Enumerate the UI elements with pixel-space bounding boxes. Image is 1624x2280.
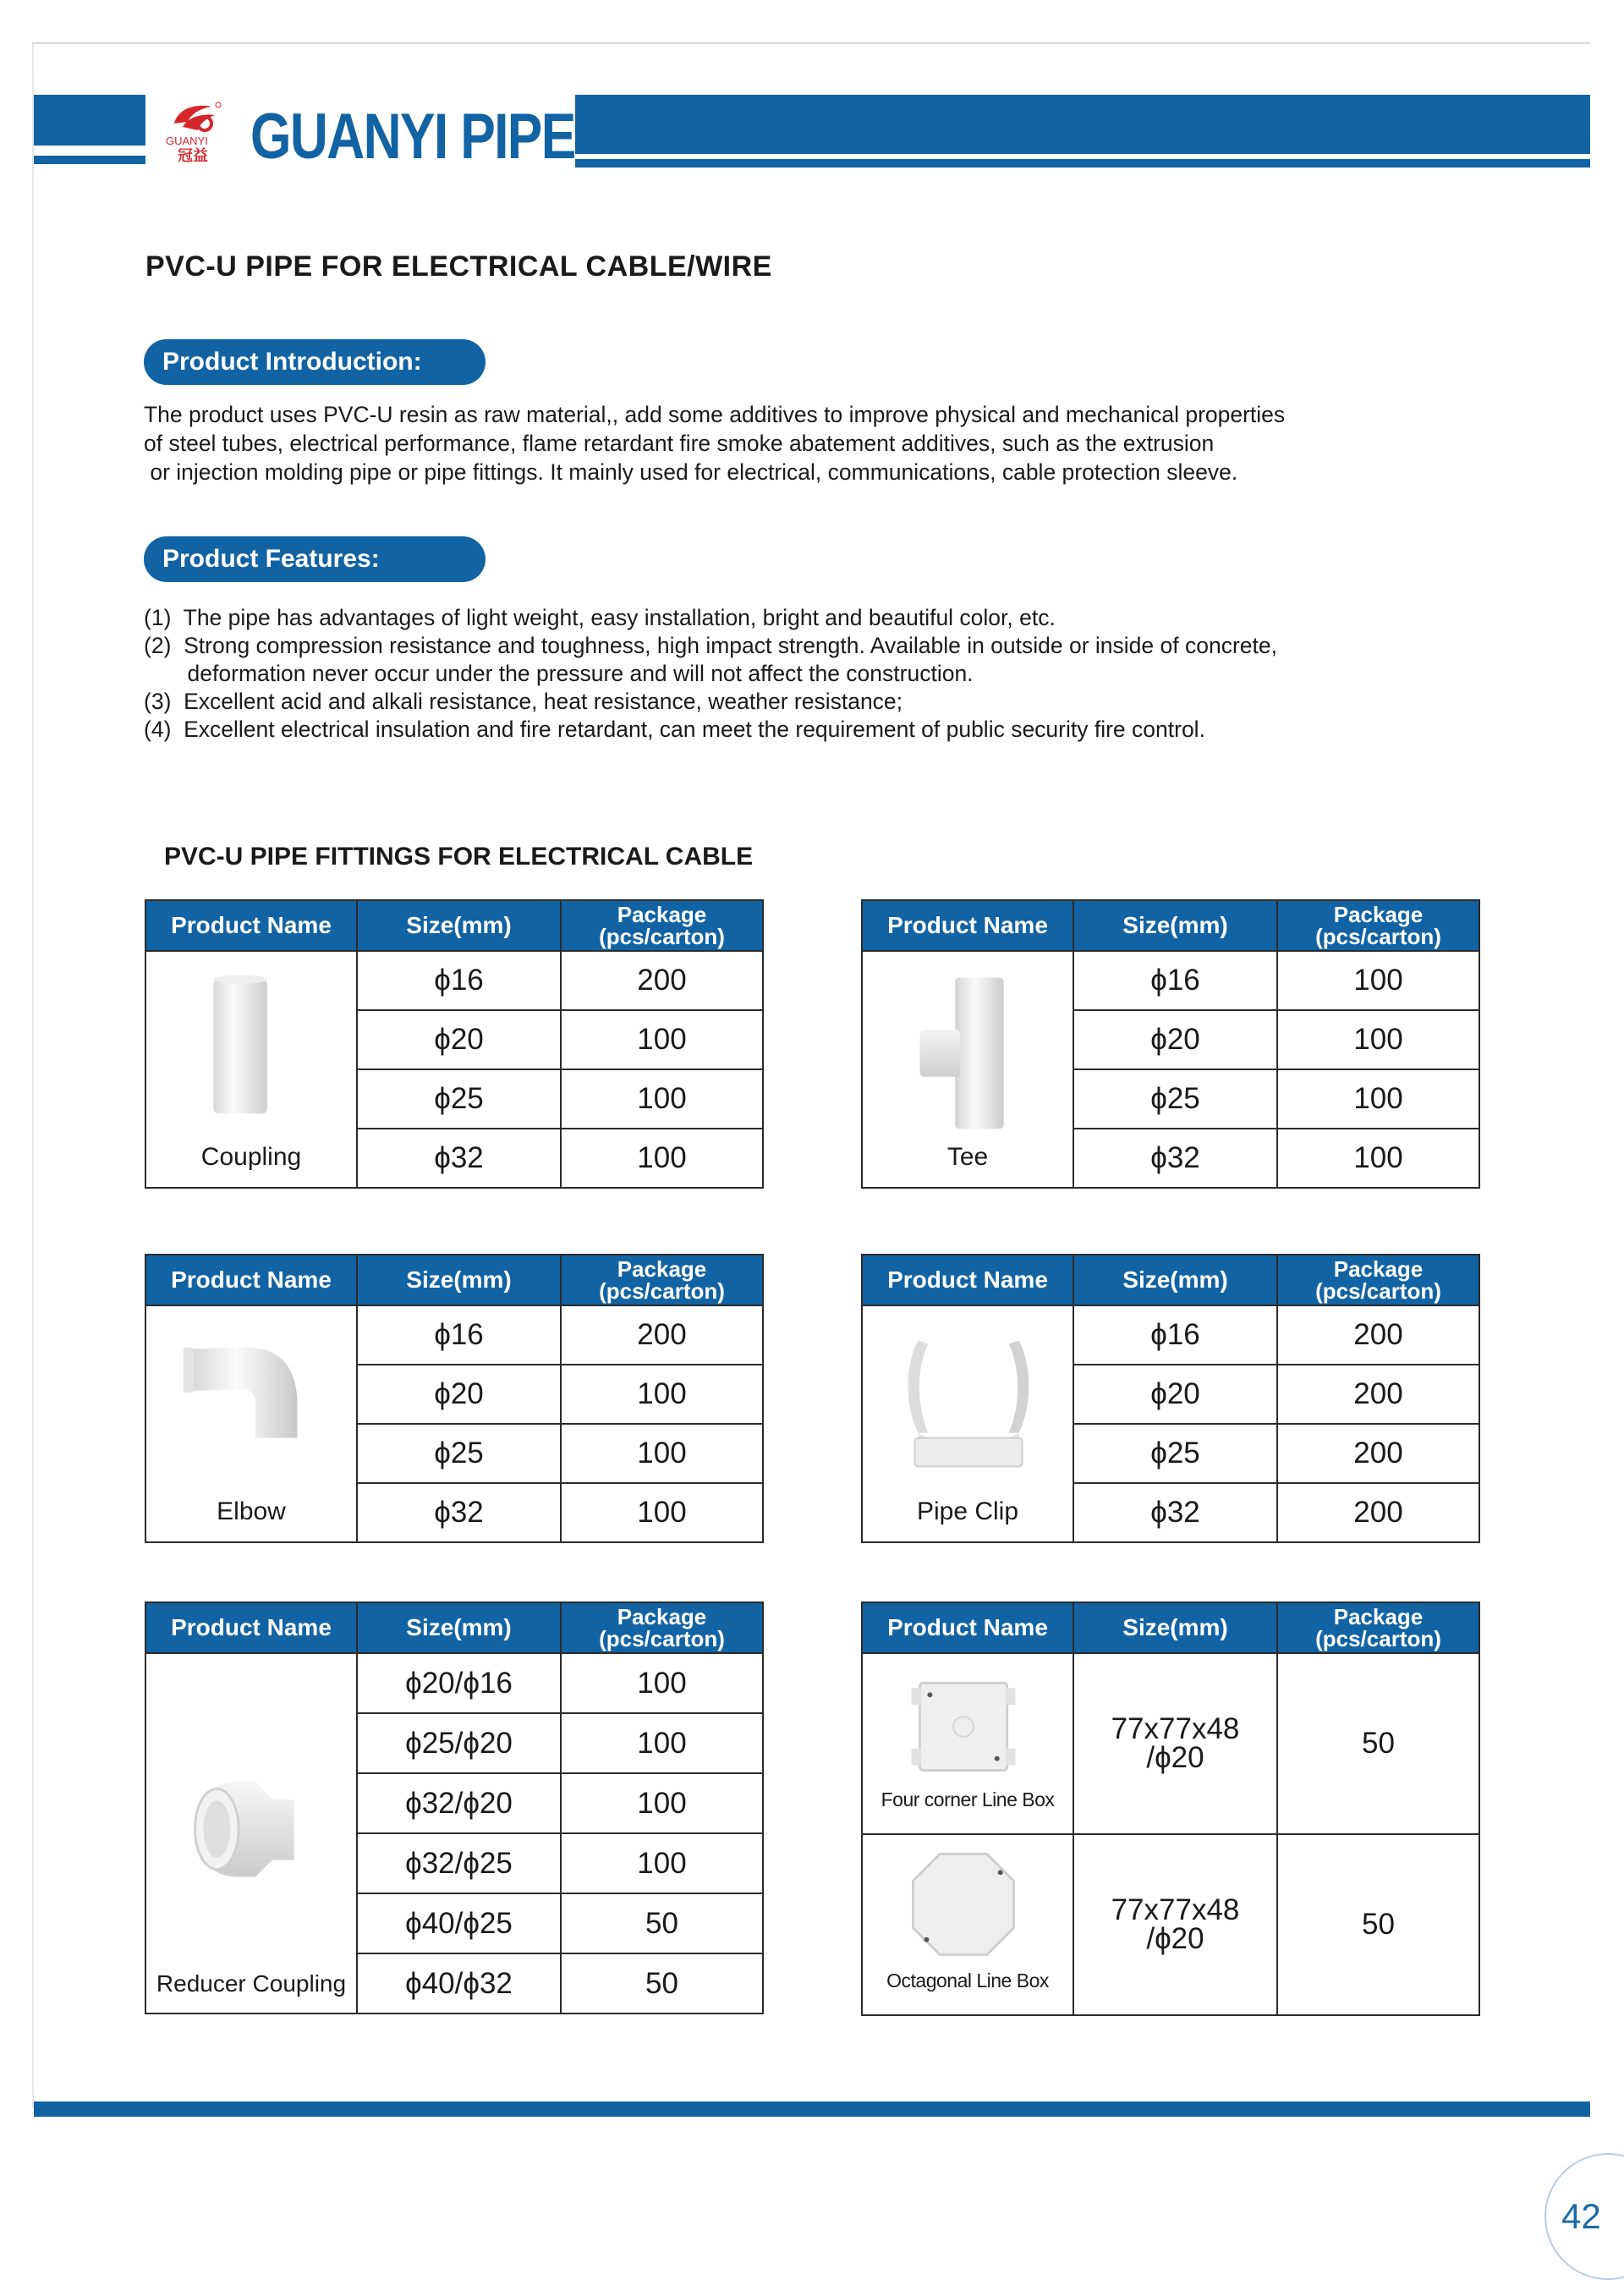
package-cell: 200: [1277, 1305, 1479, 1365]
package-cell: 100: [561, 1833, 763, 1893]
package-cell: 100: [561, 1365, 763, 1424]
size-cell: ϕ32/ϕ20: [357, 1773, 561, 1833]
header-package: Package (pcs/carton): [1277, 900, 1479, 951]
top-rule: [32, 42, 1590, 44]
size-cell: ϕ20: [357, 1365, 561, 1424]
package-cell: 100: [561, 1129, 763, 1188]
package-cell: 200: [561, 1305, 763, 1365]
product-name: Tee: [946, 1143, 989, 1171]
size-cell: ϕ32: [357, 1483, 561, 1542]
introduction-heading: Product Introduction:: [144, 339, 486, 385]
pipe-clip-table: [861, 1254, 1480, 1543]
package-cell: 50: [1277, 1834, 1479, 2015]
size-cell: ϕ25: [357, 1069, 561, 1129]
footer-bar: [34, 2101, 1590, 2117]
package-cell: 100: [561, 1069, 763, 1129]
header-bar-left: [34, 95, 145, 146]
product-name: Octagonal Line Box: [886, 1970, 1049, 1992]
size-cell: ϕ25: [1073, 1424, 1277, 1483]
size-cell: ϕ40/ϕ25: [357, 1893, 561, 1953]
package-cell: 100: [561, 1773, 763, 1833]
octagonal-box-product-cell: [862, 1834, 1073, 2015]
package-cell: 100: [561, 1713, 763, 1773]
package-cell: 100: [561, 1653, 763, 1713]
coupling-image: [146, 952, 356, 1121]
introduction-line: or injection molding pipe or pipe fittings. It mainly used for electrical, communications, cable protection sleeve.: [144, 459, 1238, 485]
header-size: Size(mm): [357, 1602, 561, 1653]
size-cell: 77x77x48 /ϕ20: [1073, 1834, 1277, 2015]
introduction-line: The product uses PVC-U resin as raw material,, add some additives to improve physical and mechanical properties: [144, 402, 1286, 427]
size-cell: ϕ20: [1073, 1010, 1277, 1069]
header-bar-left-stripe: [34, 156, 145, 164]
tee-image: [863, 952, 1073, 1138]
reducer-table: [145, 1601, 764, 2014]
package-cell: 50: [561, 1953, 763, 2014]
header-product-name: Product Name: [862, 1255, 1073, 1305]
tee-table: [861, 899, 1480, 1189]
header-size: Size(mm): [1073, 900, 1277, 951]
size-cell: ϕ25/ϕ20: [357, 1713, 561, 1773]
package-cell: 100: [1277, 1129, 1479, 1188]
brand-logo: [162, 98, 240, 166]
header-bar-right: [575, 95, 1590, 154]
header-size: Size(mm): [357, 900, 561, 951]
header-product-name: Product Name: [862, 1602, 1073, 1653]
header-package: Package (pcs/carton): [561, 1602, 763, 1653]
product-name: Four corner Line Box: [881, 1788, 1055, 1810]
header-product-name: Product Name: [145, 1255, 357, 1305]
product-name: Reducer Coupling: [156, 1970, 347, 1997]
header-package: Package (pcs/carton): [561, 900, 763, 951]
logo-small-text: GUANYI: [166, 135, 208, 147]
size-cell: ϕ40/ϕ32: [357, 1953, 561, 2014]
feature-line: (3) Excellent acid and alkali resistance, heat resistance, weather resistance;: [144, 689, 903, 714]
size-cell: ϕ32: [1073, 1129, 1277, 1188]
four-corner-box-image: [863, 1654, 1073, 1798]
package-cell: 100: [1277, 951, 1479, 1010]
elbow-table: [145, 1254, 764, 1543]
feature-line: (2) Strong compression resistance and toughness, high impact strength. Available in outside or inside of concrete,: [144, 633, 1277, 658]
header-product-name: Product Name: [145, 1602, 357, 1653]
feature-line: (4) Excellent electrical insulation and fire retardant, can meet the requirement of public security fire control.: [144, 717, 1205, 742]
package-cell: 200: [561, 951, 763, 1010]
size-cell: ϕ16: [1073, 1305, 1277, 1365]
feature-line: (1) The pipe has advantages of light weight, easy installation, bright and beautiful color, etc.: [144, 605, 1056, 630]
size-cell: ϕ20: [1073, 1365, 1277, 1424]
feature-line: deformation never occur under the pressure and will not affect the construction.: [144, 661, 974, 686]
size-cell: ϕ25: [357, 1424, 561, 1483]
product-name: Coupling: [200, 1143, 302, 1171]
line-box-table: [861, 1601, 1480, 2016]
header-package: Package (pcs/carton): [1277, 1255, 1479, 1305]
features-heading: Product Features:: [144, 536, 486, 582]
header-size: Size(mm): [1073, 1255, 1277, 1305]
coupling-product-cell: [145, 951, 357, 1188]
header-product-name: Product Name: [862, 900, 1073, 951]
coupling-table: [145, 899, 764, 1189]
left-rule: [32, 44, 34, 2108]
package-cell: 100: [561, 1424, 763, 1483]
pipe-clip-product-cell: [862, 1305, 1073, 1542]
header-size: Size(mm): [1073, 1602, 1277, 1653]
octagonal-box-image: [863, 1835, 1073, 1979]
header-bar-right-stripe: [575, 159, 1590, 168]
fittings-title: PVC-U PIPE FITTINGS FOR ELECTRICAL CABLE: [164, 843, 754, 871]
four-corner-box-product-cell: [862, 1653, 1073, 1834]
product-name: Pipe Clip: [916, 1497, 1019, 1525]
logo-mark-icon: [162, 98, 240, 166]
size-cell: ϕ16: [1073, 951, 1277, 1010]
tee-product-cell: [862, 951, 1073, 1188]
package-cell: 50: [561, 1893, 763, 1953]
product-name: Elbow: [217, 1497, 286, 1525]
logo-cn-text: 冠益: [178, 147, 208, 165]
package-cell: 200: [1277, 1365, 1479, 1424]
package-cell: 50: [1277, 1653, 1479, 1834]
page-number: 42: [1561, 2196, 1601, 2236]
pipe-clip-image: [863, 1306, 1073, 1492]
elbow-image: [146, 1306, 356, 1492]
size-cell: ϕ25: [1073, 1069, 1277, 1129]
reducer-image: [146, 1654, 356, 1992]
size-cell: ϕ16: [357, 951, 561, 1010]
header-product-name: Product Name: [145, 900, 357, 951]
page-title: PVC-U PIPE FOR ELECTRICAL CABLE/WIRE: [145, 250, 772, 283]
package-cell: 100: [1277, 1069, 1479, 1129]
size-cell: ϕ32/ϕ25: [357, 1833, 561, 1893]
size-cell: ϕ16: [357, 1305, 561, 1365]
reducer-product-cell: [145, 1653, 357, 2014]
size-cell: ϕ20: [357, 1010, 561, 1069]
package-cell: 100: [561, 1483, 763, 1542]
package-cell: 200: [1277, 1483, 1479, 1542]
size-cell: ϕ32: [1073, 1483, 1277, 1542]
size-cell: ϕ32: [357, 1129, 561, 1188]
package-cell: 200: [1277, 1424, 1479, 1483]
size-cell: ϕ20/ϕ16: [357, 1653, 561, 1713]
elbow-product-cell: [145, 1305, 357, 1542]
header-package: Package (pcs/carton): [561, 1255, 763, 1305]
header-size: Size(mm): [357, 1255, 561, 1305]
header-package: Package (pcs/carton): [1277, 1602, 1479, 1653]
introduction-line: of steel tubes, electrical performance, flame retardant fire smoke abatement additives, such as the extrusion: [144, 431, 1215, 456]
package-cell: 100: [1277, 1010, 1479, 1069]
package-cell: 100: [561, 1010, 763, 1069]
size-cell: 77x77x48 /ϕ20: [1073, 1653, 1277, 1834]
brand-name: GUANYI PIPE: [250, 101, 575, 173]
